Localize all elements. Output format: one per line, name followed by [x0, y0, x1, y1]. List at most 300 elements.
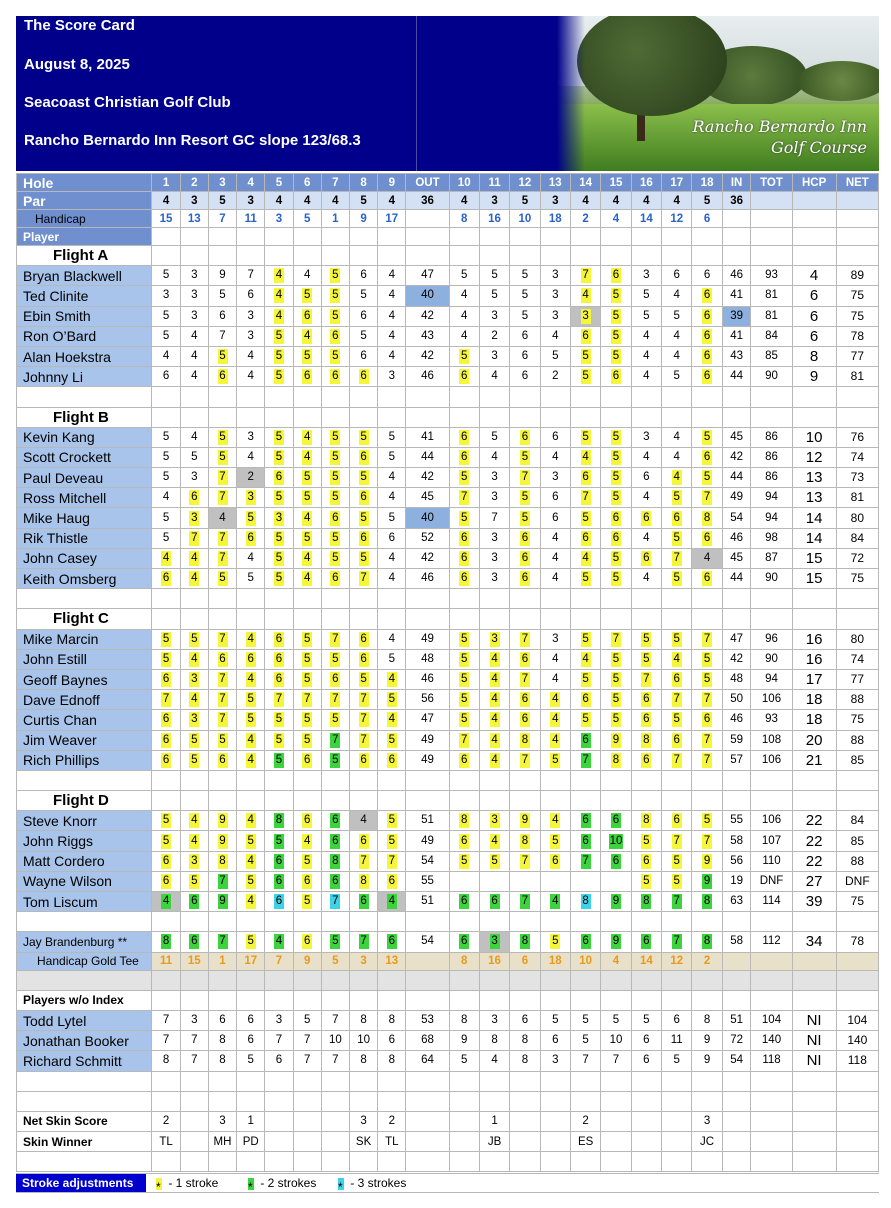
score-cell: [349, 286, 377, 306]
score-cell: [180, 1010, 208, 1030]
score-cell: [510, 730, 540, 750]
score-value: 81: [765, 289, 778, 302]
empty-cell: [510, 912, 540, 932]
score-value: 6: [332, 874, 339, 887]
score-value: 41: [730, 289, 744, 302]
empty-cell: [479, 791, 509, 811]
score-cell: [570, 750, 600, 770]
score-value: 4: [491, 450, 498, 463]
score-value: 55: [730, 814, 744, 827]
score-cell: [631, 1031, 661, 1051]
score-value: 4: [247, 673, 254, 686]
score-cell: [237, 286, 265, 306]
skin-cell: TL: [152, 1132, 180, 1152]
empty-cell: [237, 912, 265, 932]
empty-cell: [293, 791, 321, 811]
hole-header: 9: [378, 174, 406, 192]
empty-cell: [208, 912, 236, 932]
score-cell: [265, 811, 293, 831]
score-value: 5: [460, 693, 468, 706]
score-cell: [237, 447, 265, 467]
par-cell: 5: [692, 192, 722, 210]
flight-header-row: [17, 407, 879, 427]
hole-header: 8: [349, 174, 377, 192]
empty-cell: [510, 387, 540, 407]
empty-cell: [601, 387, 631, 407]
score-cell: [540, 811, 570, 831]
score-cell: [601, 367, 631, 387]
score-value: 80: [850, 631, 864, 646]
score-cell: [570, 447, 600, 467]
score-value: 88: [850, 732, 864, 747]
empty-cell: [662, 228, 692, 246]
out-total-cell: [406, 488, 449, 508]
empty-cell: [293, 1152, 321, 1172]
score-value: 5: [643, 309, 650, 322]
score-cell: [449, 367, 479, 387]
total-cell: [751, 932, 792, 952]
score-value: 10: [328, 1034, 342, 1047]
score-value: 4: [388, 673, 396, 686]
score-cell: [662, 367, 692, 387]
out-total-cell: [406, 932, 449, 952]
score-value: 6: [247, 1014, 254, 1027]
score-value: 76: [850, 429, 864, 444]
score-cell: [449, 548, 479, 568]
score-value: 7: [275, 1034, 283, 1047]
legend-text: - 3 strokes: [347, 1176, 407, 1190]
net-score-cell: [836, 306, 878, 326]
score-value: 5: [275, 834, 283, 847]
empty-cell: [510, 246, 540, 266]
score-value: 5: [521, 289, 529, 302]
score-value: 6: [275, 632, 283, 645]
score-cell: [152, 346, 180, 366]
score-value: 5: [460, 269, 468, 282]
empty-cell: [180, 407, 208, 427]
score-cell: [265, 669, 293, 689]
out-total-cell: [406, 548, 449, 568]
empty-cell: [662, 609, 692, 629]
empty-cell: [321, 912, 349, 932]
score-value: 4: [491, 673, 498, 686]
score-value: 6: [703, 329, 711, 342]
score-cell: [510, 266, 540, 286]
out-total-cell: [406, 326, 449, 346]
score-value: 8: [460, 1014, 468, 1027]
out-total-cell: [406, 306, 449, 326]
score-cell: [152, 326, 180, 346]
score-value: 4: [303, 329, 311, 342]
score-value: 6: [275, 471, 283, 484]
empty-cell: [152, 990, 180, 1010]
empty-cell: [180, 770, 208, 790]
score-value: 7: [388, 854, 396, 867]
skin-cell: MH: [208, 1132, 236, 1152]
score-value: 6: [521, 329, 529, 342]
out-total-cell: [406, 629, 449, 649]
score-cell: [479, 569, 509, 589]
empty-cell: [479, 970, 509, 990]
score-value: 4: [191, 572, 198, 585]
score-value: 44: [421, 450, 434, 463]
score-value: 4: [191, 430, 198, 443]
empty-cell: [836, 970, 878, 990]
score-value: 6: [162, 874, 170, 887]
score-value: 6: [219, 652, 226, 665]
player-name: Richard Schmitt: [17, 1051, 152, 1071]
blank-row: [17, 770, 879, 790]
empty-cell: [237, 1152, 265, 1172]
score-value: 6: [247, 1034, 254, 1047]
score-value: 5: [191, 874, 198, 887]
empty-cell: [751, 609, 792, 629]
empty-cell: [349, 1071, 377, 1091]
score-cell: [601, 1051, 631, 1071]
player-name: Mike Haug: [17, 508, 152, 528]
score-cell: [349, 367, 377, 387]
score-value: 8: [703, 935, 711, 948]
section-header-row: [17, 990, 879, 1010]
score-value: 4: [703, 551, 711, 564]
handicap-cell: 1: [321, 210, 349, 228]
handicap-cell: 8: [449, 210, 479, 228]
score-cell: [479, 346, 509, 366]
score-cell: [601, 629, 631, 649]
score-value: 85: [765, 350, 778, 363]
score-value: 7: [191, 531, 198, 544]
score-value: 4: [303, 834, 311, 847]
score-cell: [662, 447, 692, 467]
empty-cell: [836, 246, 878, 266]
score-cell: [265, 326, 293, 346]
score-value: 6: [303, 935, 311, 948]
score-value: 75: [850, 308, 864, 323]
score-cell: [540, 367, 570, 387]
score-cell: [662, 1031, 692, 1051]
player-row: [17, 286, 879, 306]
score-cell: [180, 488, 208, 508]
score-value: 6: [582, 693, 589, 706]
empty-cell: [540, 791, 570, 811]
gold-tee-handicap-cell: 5: [321, 952, 349, 970]
net-score-cell: [836, 851, 878, 871]
score-cell: [631, 1051, 661, 1071]
in-total-cell: [722, 629, 751, 649]
score-value: 5: [460, 673, 468, 686]
score-cell: [510, 710, 540, 730]
handicap-value-cell: [792, 649, 836, 669]
score-value: 3: [552, 471, 559, 484]
score-value: 5: [191, 753, 198, 766]
empty-cell: [836, 1091, 878, 1111]
score-value: 6: [388, 874, 396, 887]
empty-cell: [180, 387, 208, 407]
score-value: 6: [521, 551, 529, 564]
score-value: 5: [219, 450, 226, 463]
empty-cell: [836, 791, 878, 811]
empty-cell: [293, 1071, 321, 1091]
score-cell: [479, 1010, 509, 1030]
score-cell: [662, 266, 692, 286]
score-value: 50: [730, 693, 744, 706]
score-cell: [208, 649, 236, 669]
out-total-cell: [406, 528, 449, 548]
gold-tee-handicap-cell: 11: [152, 952, 180, 970]
empty-cell: [601, 791, 631, 811]
score-value: 5: [332, 531, 339, 544]
score-value: 6: [360, 350, 367, 363]
skin-cell: [601, 1111, 631, 1131]
score-cell: [662, 286, 692, 306]
score-cell: [692, 730, 722, 750]
player-name: Geoff Baynes: [17, 669, 152, 689]
skin-cell: [265, 1132, 293, 1152]
score-cell: [662, 1010, 692, 1030]
score-cell: [152, 811, 180, 831]
score-value: 6: [191, 935, 198, 948]
score-value: 84: [765, 329, 778, 342]
score-value: 90: [765, 370, 778, 383]
score-cell: [662, 306, 692, 326]
score-value: 6: [162, 370, 170, 383]
handicap-cell: [751, 210, 792, 228]
empty-cell: [722, 1071, 751, 1091]
score-cell: [265, 649, 293, 669]
gold-tee-handicap-cell: 9: [293, 952, 321, 970]
score-cell: [378, 1031, 406, 1051]
score-value: 85: [850, 752, 864, 767]
score-cell: [265, 831, 293, 851]
score-value: 21: [805, 751, 823, 769]
score-cell: [570, 669, 600, 689]
player-name: Alan Hoekstra: [17, 346, 152, 366]
empty-cell: [293, 970, 321, 990]
empty-cell: [349, 970, 377, 990]
score-value: 7: [703, 693, 711, 706]
par-cell: 4: [449, 192, 479, 210]
score-value: 5: [673, 854, 680, 867]
score-cell: [180, 811, 208, 831]
empty-cell: [601, 1152, 631, 1172]
empty-cell: [601, 246, 631, 266]
score-cell: [378, 669, 406, 689]
score-cell: [152, 892, 180, 912]
score-cell: [601, 548, 631, 568]
empty-cell: [792, 609, 836, 629]
score-value: 5: [612, 551, 620, 564]
empty-cell: [792, 1152, 836, 1172]
empty-cell: [406, 387, 449, 407]
skin-label: Net Skin Score: [17, 1111, 152, 1131]
score-cell: [570, 1031, 600, 1051]
total-cell: [751, 811, 792, 831]
empty-cell: [17, 1091, 152, 1111]
handicap-value-cell: [792, 508, 836, 528]
score-cell: [152, 286, 180, 306]
score-value: 78: [850, 328, 864, 343]
score-cell: [540, 710, 570, 730]
score-value: 5: [388, 450, 396, 463]
score-cell: [479, 367, 509, 387]
empty-cell: [751, 912, 792, 932]
skin-cell: [293, 1132, 321, 1152]
score-value: 5: [460, 471, 468, 484]
total-cell: [751, 569, 792, 589]
score-value: 6: [460, 834, 468, 847]
net-score-cell: [836, 892, 878, 912]
score-cell: [631, 468, 661, 488]
score-cell: [378, 367, 406, 387]
empty-cell: [152, 912, 180, 932]
empty-cell: [349, 1152, 377, 1172]
score-value: 81: [850, 490, 864, 505]
empty-cell: [479, 770, 509, 790]
score-value: 5: [521, 269, 529, 282]
score-cell: [449, 1031, 479, 1051]
score-value: 5: [275, 350, 283, 363]
score-value: 4: [303, 269, 311, 282]
out-total-cell: [406, 266, 449, 286]
score-value: 6: [191, 491, 198, 504]
score-value: 4: [247, 632, 254, 645]
score-value: 5: [275, 531, 283, 544]
total-cell: [751, 427, 792, 447]
score-value: 3: [491, 632, 498, 645]
player-row: [17, 528, 879, 548]
empty-cell: [479, 1071, 509, 1091]
score-value: 8: [219, 1054, 226, 1067]
score-value: 8: [521, 834, 529, 847]
score-value: 42: [730, 450, 744, 463]
score-value: 5: [673, 309, 680, 322]
empty-cell: [540, 387, 570, 407]
score-value: 5: [360, 289, 367, 302]
score-cell: [265, 528, 293, 548]
player-row: [17, 811, 879, 831]
score-cell: [349, 851, 377, 871]
score-cell: [540, 266, 570, 286]
score-value: 7: [219, 491, 226, 504]
score-cell: [631, 669, 661, 689]
score-value: 6: [643, 551, 650, 564]
player-row: [17, 326, 879, 346]
empty-cell: [180, 1091, 208, 1111]
score-value: 4: [552, 814, 559, 827]
score-value: 18: [805, 711, 823, 729]
legend-item-2-strokes: [248, 1174, 316, 1192]
score-value: 5: [491, 269, 498, 282]
score-value: 54: [421, 935, 434, 948]
skin-cell: [792, 1132, 836, 1152]
score-value: 5: [303, 673, 311, 686]
score-cell: [510, 306, 540, 326]
empty-cell: [180, 1071, 208, 1091]
score-value: 5: [643, 632, 650, 645]
score-value: 6: [275, 673, 283, 686]
score-value: 6: [162, 673, 170, 686]
score-cell: [378, 750, 406, 770]
score-value: 6: [703, 713, 711, 726]
score-cell: [293, 710, 321, 730]
score-value: 8: [388, 1054, 396, 1067]
score-cell: [237, 427, 265, 447]
empty-cell: [510, 770, 540, 790]
score-cell: [237, 1010, 265, 1030]
score-value: 6: [521, 430, 529, 443]
skin-cell: TL: [378, 1132, 406, 1152]
empty-cell: [321, 770, 349, 790]
player-row: [17, 831, 879, 851]
score-cell: [378, 831, 406, 851]
score-value: 4: [491, 652, 498, 665]
score-value: 6: [219, 1014, 226, 1027]
skin-cell: [321, 1132, 349, 1152]
score-value: 5: [303, 1014, 311, 1027]
score-cell: [449, 326, 479, 346]
score-cell: [180, 468, 208, 488]
score-cell: [293, 548, 321, 568]
player-name: Ron O’Bard: [17, 326, 152, 346]
skin-cell: [180, 1132, 208, 1152]
empty-cell: [662, 770, 692, 790]
score-value: 5: [612, 1014, 620, 1027]
score-cell: [510, 1010, 540, 1030]
score-value: 4: [275, 935, 283, 948]
score-value: 4: [582, 652, 589, 665]
score-cell: [293, 569, 321, 589]
empty-cell: [349, 609, 377, 629]
score-value: 6: [332, 329, 339, 342]
empty-cell: [540, 770, 570, 790]
score-cell: [265, 871, 293, 891]
empty-cell: [631, 407, 661, 427]
score-cell: [321, 569, 349, 589]
score-value: 4: [191, 329, 198, 342]
player-row: [17, 569, 879, 589]
score-value: 6: [582, 814, 589, 827]
skin-cell: [601, 1132, 631, 1152]
score-cell: [237, 548, 265, 568]
score-cell: [601, 831, 631, 851]
score-cell: [293, 750, 321, 770]
empty-cell: [722, 387, 751, 407]
score-cell: [349, 528, 377, 548]
score-value: 9: [703, 1054, 711, 1067]
score-value: 55: [421, 874, 434, 887]
score-cell: [321, 750, 349, 770]
blank-row: [17, 589, 879, 609]
skin-cell: [662, 1111, 692, 1131]
score-value: 6: [332, 572, 339, 585]
skin-cell: ES: [570, 1132, 600, 1152]
score-cell: [479, 266, 509, 286]
score-cell: [570, 488, 600, 508]
empty-cell: [449, 970, 479, 990]
empty-cell: [570, 246, 600, 266]
total-cell: [751, 346, 792, 366]
net-score-cell: [836, 528, 878, 548]
player-name: Steve Knorr: [17, 811, 152, 831]
score-cell: [692, 1010, 722, 1030]
score-value: 4: [673, 471, 680, 484]
score-cell: [152, 569, 180, 589]
score-cell: [601, 669, 631, 689]
out-total-cell: [406, 346, 449, 366]
hole-header: NET: [836, 174, 878, 192]
empty-cell: [378, 990, 406, 1010]
score-value: 7: [360, 733, 367, 746]
